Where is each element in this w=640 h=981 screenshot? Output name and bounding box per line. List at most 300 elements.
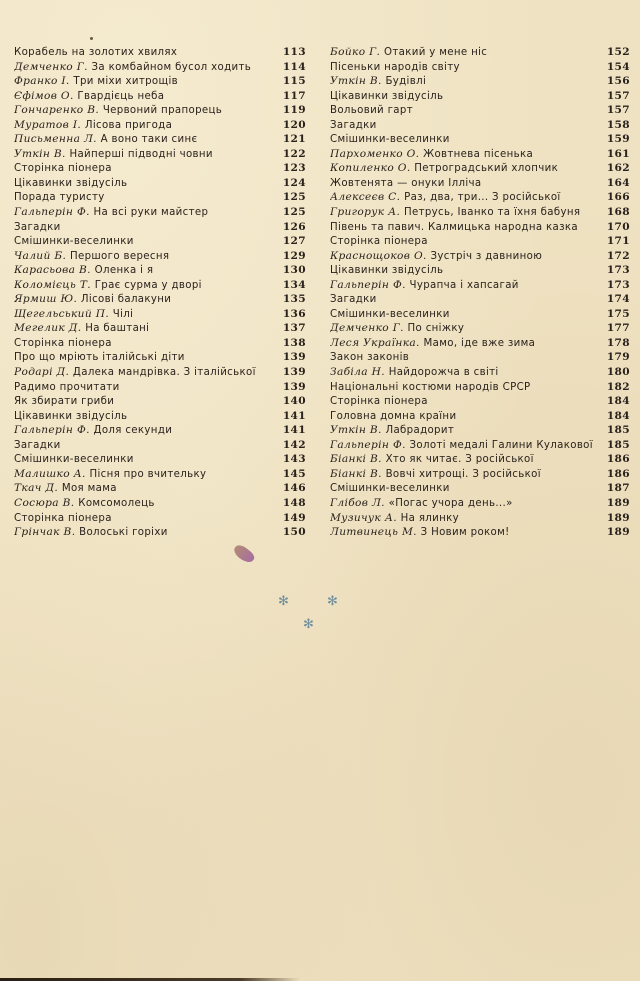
toc-title: Головна домна країни — [330, 410, 457, 422]
toc-entry-text — [14, 438, 61, 454]
toc-author: Глібов Л. — [330, 496, 385, 509]
toc-left-column — [14, 45, 306, 540]
toc-entry — [330, 481, 630, 496]
toc-entry — [330, 103, 630, 118]
toc-entry-text — [330, 89, 443, 105]
toc-entry — [330, 467, 630, 482]
toc-title: Пісеньки народів світу — [330, 61, 460, 73]
toc-author: Алексеєв С. — [330, 191, 401, 204]
toc-page-number: 175 — [606, 307, 630, 320]
toc-author: Демченко Г. — [330, 322, 404, 335]
toc-page-number: 124 — [282, 176, 306, 189]
ink-speck — [90, 37, 93, 40]
toc-page-number: 149 — [282, 511, 306, 524]
toc-author: Ткач Д. — [14, 482, 59, 495]
toc-entry — [330, 74, 630, 89]
toc-entry-text — [14, 249, 169, 265]
toc-entry-text — [330, 511, 459, 527]
toc-entry-text — [330, 365, 499, 381]
toc-entry-text — [14, 190, 105, 206]
toc-entry — [330, 336, 630, 351]
toc-author: Франко І. — [14, 75, 70, 88]
toc-title: Лісова пригода — [84, 119, 173, 131]
toc-author: Муратов І. — [14, 118, 82, 131]
toc-page-number: 140 — [282, 395, 306, 408]
toc-entry-text — [14, 74, 178, 90]
toc-title: Смішинки-веселинки — [14, 236, 134, 248]
toc-entry — [14, 249, 306, 264]
toc-entry — [14, 74, 306, 89]
toc-entry-text — [330, 380, 531, 396]
toc-author: Малишко А. — [14, 467, 86, 480]
toc-page-number: 143 — [282, 453, 306, 466]
toc-entry-text — [14, 481, 117, 497]
toc-page-number: 186 — [606, 453, 630, 466]
toc-title: Комсомолець — [78, 497, 155, 509]
toc-page-number: 127 — [282, 235, 306, 248]
toc-title: Червоний прапорець — [102, 105, 223, 117]
toc-entry-text — [14, 292, 171, 308]
toc-title: Три міхи хитрощів — [73, 76, 178, 88]
toc-page-number: 113 — [282, 46, 306, 58]
toc-title: Лісові балакуни — [80, 294, 172, 306]
toc-entry-text — [330, 321, 464, 337]
toc-author: Грінчак В. — [14, 526, 76, 539]
toc-entry-text — [14, 118, 172, 134]
toc-page-number: 182 — [606, 380, 630, 393]
toc-title: Мамо, іде вже зима — [423, 337, 536, 349]
toc-title: Сторінка піонера — [14, 337, 112, 349]
toc-author: Ярмиш Ю. — [14, 293, 78, 306]
toc-entry — [330, 511, 630, 526]
toc-entry-text — [14, 409, 127, 425]
toc-entry-text — [330, 176, 482, 192]
toc-page-number: 139 — [282, 351, 306, 364]
toc-entry-text — [330, 234, 428, 250]
toc-entry-text — [14, 103, 222, 119]
toc-title: Петрусь, Іванко та їхня бабуня — [403, 207, 581, 219]
toc-title: З Новим роком! — [420, 527, 510, 539]
toc-entry-text — [14, 307, 133, 323]
asterisk-ornament-icon: ✻ — [303, 617, 314, 632]
toc-title: Про що мріють італійські діти — [14, 352, 185, 364]
toc-entry-text — [330, 438, 593, 454]
toc-title: Чілі — [112, 308, 134, 320]
toc-page-number: 172 — [606, 249, 630, 262]
toc-page-number: 129 — [282, 249, 306, 262]
toc-author: Демченко Г. — [14, 60, 88, 73]
asterisk-ornament-icon: ✻ — [278, 594, 289, 609]
toc-author: Григорук А. — [330, 206, 401, 219]
toc-entry-text — [14, 394, 114, 410]
toc-entry — [14, 103, 306, 118]
toc-entry — [330, 161, 630, 176]
toc-entry — [330, 205, 630, 220]
toc-author: Литвинець М. — [330, 526, 417, 539]
toc-author: Коломієць Т. — [14, 278, 91, 291]
toc-title: Смішинки-веселинки — [330, 483, 450, 495]
toc-title: Сторінка піонера — [330, 396, 428, 408]
toc-entry — [14, 60, 306, 75]
toc-entry — [330, 409, 630, 424]
toc-entry — [14, 278, 306, 293]
toc-entry-text — [330, 496, 513, 512]
toc-entry-text — [14, 452, 134, 468]
toc-author: Родарі Д. — [14, 366, 70, 379]
toc-entry-text — [14, 45, 177, 61]
toc-entry — [330, 394, 630, 409]
toc-author: Гальперін Ф. — [330, 438, 406, 451]
toc-entry-text — [14, 350, 185, 366]
toc-entry — [14, 89, 306, 104]
toc-entry-text — [14, 220, 61, 236]
toc-entry — [14, 496, 306, 511]
toc-author: Уткін В. — [330, 424, 382, 437]
toc-title: Цікавинки звідусіль — [330, 90, 444, 102]
toc-author: Гальперін Ф. — [14, 206, 90, 219]
toc-entry-text — [14, 263, 153, 279]
toc-entry — [330, 496, 630, 511]
toc-author: Єфімов О. — [14, 89, 74, 102]
toc-page-number: 138 — [282, 336, 306, 349]
toc-entry — [14, 380, 306, 395]
toc-author: Біанкі В. — [330, 467, 382, 480]
toc-entry-text — [14, 496, 155, 512]
toc-title: Раз, два, три... З російської — [404, 192, 561, 204]
toc-entry — [14, 176, 306, 191]
toc-entry-text — [330, 336, 535, 352]
toc-entry — [14, 205, 306, 220]
toc-entry — [330, 147, 630, 162]
toc-author: Гальперін Ф. — [330, 278, 406, 291]
toc-entry — [14, 350, 306, 365]
toc-author: Гальперін Ф. — [14, 424, 90, 437]
toc-title: Загадки — [14, 439, 61, 451]
toc-entry-text — [14, 89, 164, 105]
toc-entry — [14, 118, 306, 133]
toc-title: Загадки — [330, 294, 377, 306]
toc-author: Копиленко О. — [330, 162, 411, 175]
toc-page-number: 166 — [606, 191, 630, 204]
toc-page-number: 170 — [606, 220, 630, 233]
toc-entry-text — [330, 525, 510, 541]
toc-entry — [330, 423, 630, 438]
toc-entry-text — [330, 132, 450, 148]
ink-stain — [232, 542, 257, 565]
toc-entry-text — [14, 147, 213, 163]
toc-entry — [14, 132, 306, 147]
toc-page-number: 117 — [282, 89, 306, 102]
toc-title: Цікавинки звідусіль — [14, 410, 128, 422]
toc-title: Пісня про вчительку — [89, 468, 207, 480]
toc-page-number: 130 — [282, 264, 306, 277]
toc-title: На баштані — [85, 323, 150, 335]
toc-page-number: 173 — [606, 264, 630, 277]
toc-entry — [330, 263, 630, 278]
toc-title: Вовчі хитрощі. З російської — [385, 468, 541, 480]
toc-entry-text — [330, 147, 533, 163]
toc-title: Першого вересня — [69, 250, 170, 262]
toc-entry-text — [14, 365, 256, 381]
toc-title: Сторінка піонера — [14, 512, 112, 524]
toc-page-number: 185 — [606, 424, 630, 437]
toc-entry-text — [330, 161, 558, 177]
toc-entry — [14, 365, 306, 380]
toc-title: Вольовий гарт — [330, 105, 414, 117]
toc-title: Цікавинки звідусіль — [14, 177, 128, 189]
toc-entry — [330, 365, 630, 380]
toc-page-number: 123 — [282, 162, 306, 175]
toc-entry — [14, 220, 306, 235]
toc-entry-text — [14, 380, 120, 396]
toc-page-number: 189 — [606, 526, 630, 539]
toc-entry — [14, 263, 306, 278]
toc-entry — [330, 350, 630, 365]
toc-entry-text — [14, 176, 127, 192]
toc-author: Гончаренко В. — [14, 104, 100, 117]
toc-page-number: 125 — [282, 206, 306, 219]
toc-author: Біанкі В. — [330, 453, 382, 466]
toc-title: На ялинку — [400, 512, 460, 524]
toc-title: Корабель на золотих хвилях — [14, 47, 178, 58]
toc-entry — [330, 307, 630, 322]
toc-title: По сніжку — [407, 323, 465, 335]
toc-page-number: 186 — [606, 467, 630, 480]
toc-title: Закон законів — [330, 352, 410, 364]
toc-title: Золоті медалі Галини Кулакової — [409, 439, 593, 451]
toc-entry-text — [330, 350, 409, 366]
toc-page-number: 119 — [282, 104, 306, 117]
toc-entry-text — [14, 278, 202, 294]
toc-entry — [330, 220, 630, 235]
toc-page-number: 189 — [606, 496, 630, 509]
toc-entry-text — [14, 336, 112, 352]
toc-author: Уткін В. — [330, 75, 382, 88]
toc-author: Бойко Г. — [330, 46, 381, 58]
toc-entry — [14, 452, 306, 467]
toc-page-number: 120 — [282, 118, 306, 131]
toc-title: «Погас учора день...» — [388, 497, 513, 509]
toc-author: Музичук А. — [330, 511, 397, 524]
toc-page-number: 171 — [606, 235, 630, 248]
toc-title: Смішинки-веселинки — [330, 134, 450, 146]
toc-author: Леся Українка. — [330, 336, 420, 349]
toc-entry-text — [14, 525, 168, 541]
toc-page-number: 145 — [282, 467, 306, 480]
toc-page-number: 139 — [282, 366, 306, 379]
toc-title: Найперші підводні човни — [69, 148, 213, 160]
toc-author: Чалий Б. — [14, 249, 67, 262]
toc-entry — [14, 525, 306, 540]
toc-title: Національні костюми народів СРСР — [330, 381, 531, 393]
toc-author: Сосюра В. — [14, 496, 75, 509]
toc-page-number: 152 — [606, 46, 630, 58]
toc-page-number: 122 — [282, 147, 306, 160]
toc-author: Забіла Н. — [330, 366, 385, 379]
toc-entry-text — [14, 511, 112, 527]
toc-page-number: 179 — [606, 351, 630, 364]
toc-entry — [14, 292, 306, 307]
toc-title: Оленка і я — [94, 265, 154, 277]
toc-page-number: 162 — [606, 162, 630, 175]
toc-page-number: 184 — [606, 409, 630, 422]
toc-page-number: 168 — [606, 206, 630, 219]
toc-entry — [14, 161, 306, 176]
toc-entry — [14, 45, 306, 60]
toc-entry — [14, 438, 306, 453]
toc-page-number: 178 — [606, 336, 630, 349]
toc-title: Грає сурма у дворі — [94, 279, 202, 291]
toc-entry — [14, 394, 306, 409]
toc-page-number: 174 — [606, 293, 630, 306]
toc-entry — [330, 525, 630, 540]
toc-title: Смішинки-веселинки — [14, 454, 134, 466]
toc-author: Краснощоков О. — [330, 249, 427, 262]
toc-entry — [330, 89, 630, 104]
toc-entry-text — [330, 263, 443, 279]
toc-entry — [330, 45, 630, 60]
toc-entry — [330, 60, 630, 75]
toc-page-number: 150 — [282, 526, 306, 539]
toc-title: Смішинки-веселинки — [330, 308, 450, 320]
toc-page-number: 148 — [282, 496, 306, 509]
toc-entry-text — [330, 409, 456, 425]
toc-page-number: 164 — [606, 176, 630, 189]
toc-title: Чурапча і хапсагай — [409, 279, 519, 291]
toc-author: Щегельський П. — [14, 307, 110, 320]
toc-title: Лабрадорит — [385, 425, 455, 437]
toc-title: На всі руки майстер — [93, 207, 209, 219]
toc-page-number: 137 — [282, 322, 306, 335]
toc-page-number: 159 — [606, 133, 630, 146]
toc-page-number: 136 — [282, 307, 306, 320]
toc-title: А воно таки синє — [100, 134, 198, 146]
toc-entry — [330, 118, 630, 133]
toc-entry — [330, 190, 630, 205]
toc-page-number: 187 — [606, 482, 630, 495]
toc-title: Петроградський хлопчик — [414, 163, 559, 175]
toc-title: Радимо прочитати — [14, 381, 120, 393]
toc-entry — [330, 452, 630, 467]
toc-entry — [14, 321, 306, 336]
toc-page-number: 139 — [282, 380, 306, 393]
toc-title: Найдорожча в світі — [388, 367, 499, 379]
toc-entry-text — [14, 467, 206, 483]
toc-entry — [14, 234, 306, 249]
toc-entry-text — [14, 161, 112, 177]
toc-title: Моя мама — [61, 483, 117, 495]
toc-entry — [330, 249, 630, 264]
toc-page-number: 146 — [282, 482, 306, 495]
toc-entry-text — [330, 74, 426, 90]
toc-entry — [14, 481, 306, 496]
toc-page-number: 157 — [606, 104, 630, 117]
toc-title: Далека мандрівка. З італійської — [72, 367, 256, 379]
toc-entry-text — [330, 292, 377, 308]
toc-entry — [14, 423, 306, 438]
toc-page-number: 157 — [606, 89, 630, 102]
toc-page-number: 189 — [606, 511, 630, 524]
toc-entry-text — [330, 481, 450, 497]
toc-title: За комбайном бусол ходить — [91, 61, 252, 73]
toc-page-number: 134 — [282, 278, 306, 291]
toc-author: Пархоменко О. — [330, 147, 420, 160]
toc-entry — [14, 511, 306, 526]
toc-entry-text — [330, 45, 487, 61]
toc-title: Загадки — [330, 119, 377, 131]
toc-entry-text — [330, 220, 578, 236]
toc-title: Жовтнева пісенька — [423, 148, 534, 160]
toc-page-number: 158 — [606, 118, 630, 131]
toc-entry — [330, 176, 630, 191]
toc-title: Зустріч з давниною — [430, 250, 543, 262]
toc-entry — [14, 307, 306, 322]
toc-entry — [14, 190, 306, 205]
toc-page-number: 156 — [606, 75, 630, 88]
toc-page-number: 125 — [282, 191, 306, 204]
toc-title: Доля секунди — [93, 425, 173, 437]
toc-title: Цікавинки звідусіль — [330, 265, 444, 277]
toc-entry-text — [14, 60, 251, 76]
toc-title: Отакий у мене ніс — [383, 47, 488, 58]
toc-entry-text — [14, 234, 134, 250]
toc-entry-text — [330, 190, 561, 206]
toc-title: Півень та павич. Калмицька народна казка — [330, 221, 578, 233]
toc-entry — [14, 409, 306, 424]
toc-entry-text — [14, 423, 172, 439]
toc-title: Порада туристу — [14, 192, 105, 204]
toc-page-number: 135 — [282, 293, 306, 306]
toc-entry — [14, 147, 306, 162]
toc-entry-text — [330, 423, 454, 439]
toc-entry-text — [330, 60, 460, 76]
toc-entry-text — [14, 205, 208, 221]
toc-entry — [330, 132, 630, 147]
toc-entry-text — [330, 103, 413, 119]
toc-entry-text — [330, 205, 580, 221]
toc-title: Жовтенята — онуки Ілліча — [330, 177, 482, 189]
toc-page-number: 184 — [606, 395, 630, 408]
toc-title: Сторінка піонера — [330, 236, 428, 248]
toc-page-number: 142 — [282, 438, 306, 451]
toc-entry-text — [330, 118, 377, 134]
asterisk-ornament-icon: ✻ — [327, 594, 338, 609]
toc-page-number: 121 — [282, 133, 306, 146]
toc-page-number: 126 — [282, 220, 306, 233]
toc-author: Уткін В. — [14, 147, 66, 160]
toc-entry-text — [330, 394, 428, 410]
toc-page-number: 185 — [606, 438, 630, 451]
toc-author: Мегелик Д. — [14, 322, 82, 335]
toc-entry-text — [14, 321, 149, 337]
toc-title: Як збирати гриби — [14, 396, 115, 408]
toc-entry — [330, 278, 630, 293]
toc-page-number: 173 — [606, 278, 630, 291]
toc-page-number: 161 — [606, 147, 630, 160]
toc-author: Карасьова В. — [14, 264, 91, 277]
toc-entry-text — [330, 307, 450, 323]
toc-entry-text — [330, 452, 534, 468]
toc-entry-text — [330, 249, 542, 265]
toc-entry — [330, 380, 630, 395]
toc-entry-text — [330, 467, 541, 483]
toc-title: Будівлі — [385, 76, 427, 88]
toc-title: Волоські горіхи — [79, 527, 168, 539]
toc-entry — [330, 438, 630, 453]
toc-title: Гвардієць неба — [77, 90, 165, 102]
toc-page-number: 114 — [282, 60, 306, 73]
toc-title: Загадки — [14, 221, 61, 233]
